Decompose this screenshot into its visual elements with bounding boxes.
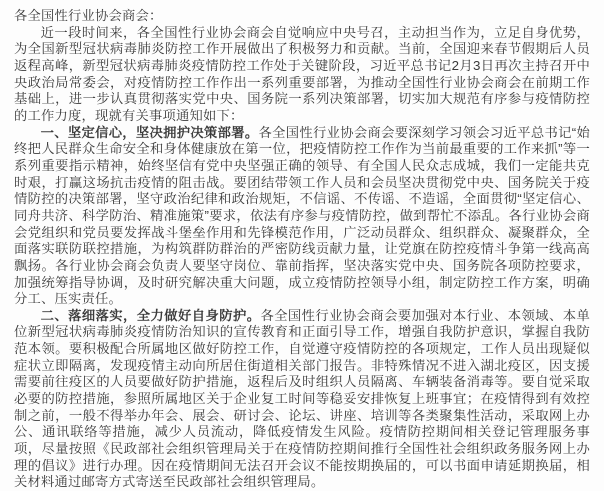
salutation-line: 各全国性行业协会商会： bbox=[14, 8, 163, 23]
paragraph-intro bbox=[14, 25, 590, 125]
section-1-body: 各全国性行业协会商会要深刻学习领会习近平总书记“始终把人民群众生命安全和身体健康放在第一位，把疫情防控工作作为当前最重要的工作来抓”等一系列重要指示精神，始终坚信有党中央坚强正确的领导、有全国人民众志成城，我们一定能共克时艰，打赢这场抗击疫情的阻击战。要团结带领工作人员和会员坚决贯彻党中央、国务院关于疫情防控的决策部署，坚守政治纪律和政治规矩，不信谣、不传谣、不造谣，全面贯彻“坚定信心、同舟共济、科学防治、精准施策”要求，依法有序参与疫情防控，做到帮忙不添乱。各行业协会商会党组织和党员要发挥战斗堡垒作用和先锋模范作用，广泛动员群众、组织群众、凝聚群众，全面落实联防联控措施，为构筑群防群治的严密防线贡献力量，让党旗在防控疫情斗争第一线高高飘扬。各行业协会商会负责人要坚守岗位、靠前指挥，坚决落实党中央、国务院各项防控要求，加强统筹指导协调，及时研究解决重大问题，成立疫情防控领导小组，制定防控工作方案，明确分工、压实责任。 bbox=[14, 124, 590, 307]
section-2-body: 各全国性行业协会商会要加强对本行业、本领域、本单位新型冠状病毒肺炎疫情防治知识的宣传教育和正面引导工作，增强自我防护意识，掌握自我防范本领。要积极配合所属地区做好防控工作，自觉遵守疫情防控的各项规定，工作人员出现疑似症状立即隔离，发现疫情主动向所居住街道相关部门报告。非特殊情况不进入湖北疫区，因支援需要前往疫区的人员要做好防护措施，返程后及时组织人员隔离、车辆装备消毒等。要自觉采取必要的防控措施，参照所属地区关于企业复工时间等稳妥安排恢复上班事宜；在疫情得到有效控制之前，一般不得举办年会、展会、研讨会、论坛、讲座、培训等各类聚集性活动，采取网上办公、通讯联络等措施，减少人员流动，降低疫情发生风险。疫情防控期间相关登记管理服务事项，尽量按照《民政部社会组织管理局关于在疫情防控期间推行全国性社会组织政务服务网上办理的倡议》进行办理。因在疫情期间无法召开会议不能按期换届的，可以书面申请延期换届，相关材料通过邮寄方式寄送至民政部社会组织管理局。 bbox=[14, 307, 590, 490]
paragraph-section-1 bbox=[14, 125, 590, 308]
intro-text: 近一段时间来，各全国性行业协会商会自觉响应中央号召，主动担当作为，立足自身优势，为全国新型冠状病毒肺炎防控工作开展做出了积极努力和贡献。当前，全国迎来春节假期后人员返程高峰，新型冠状病毒肺炎疫情防控工作处于关键阶段，习近平总书记2月3日再次主持召开中央政治局常委会，对疫情防控工作作出一系列重要部署，为推动全国性行业协会商会在前期工作基础上，进一步认真贯彻落实党中央、国务院一系列决策部署，切实加大规范有序参与疫情防控的工作力度，现就有关事项通知如下： bbox=[14, 24, 590, 123]
section-2-heading: 二、落细落实，全力做好自身防护。 bbox=[40, 307, 261, 323]
section-1-heading: 一、坚定信心，坚决拥护决策部署。 bbox=[40, 124, 259, 140]
paragraph-section-2 bbox=[14, 308, 590, 491]
